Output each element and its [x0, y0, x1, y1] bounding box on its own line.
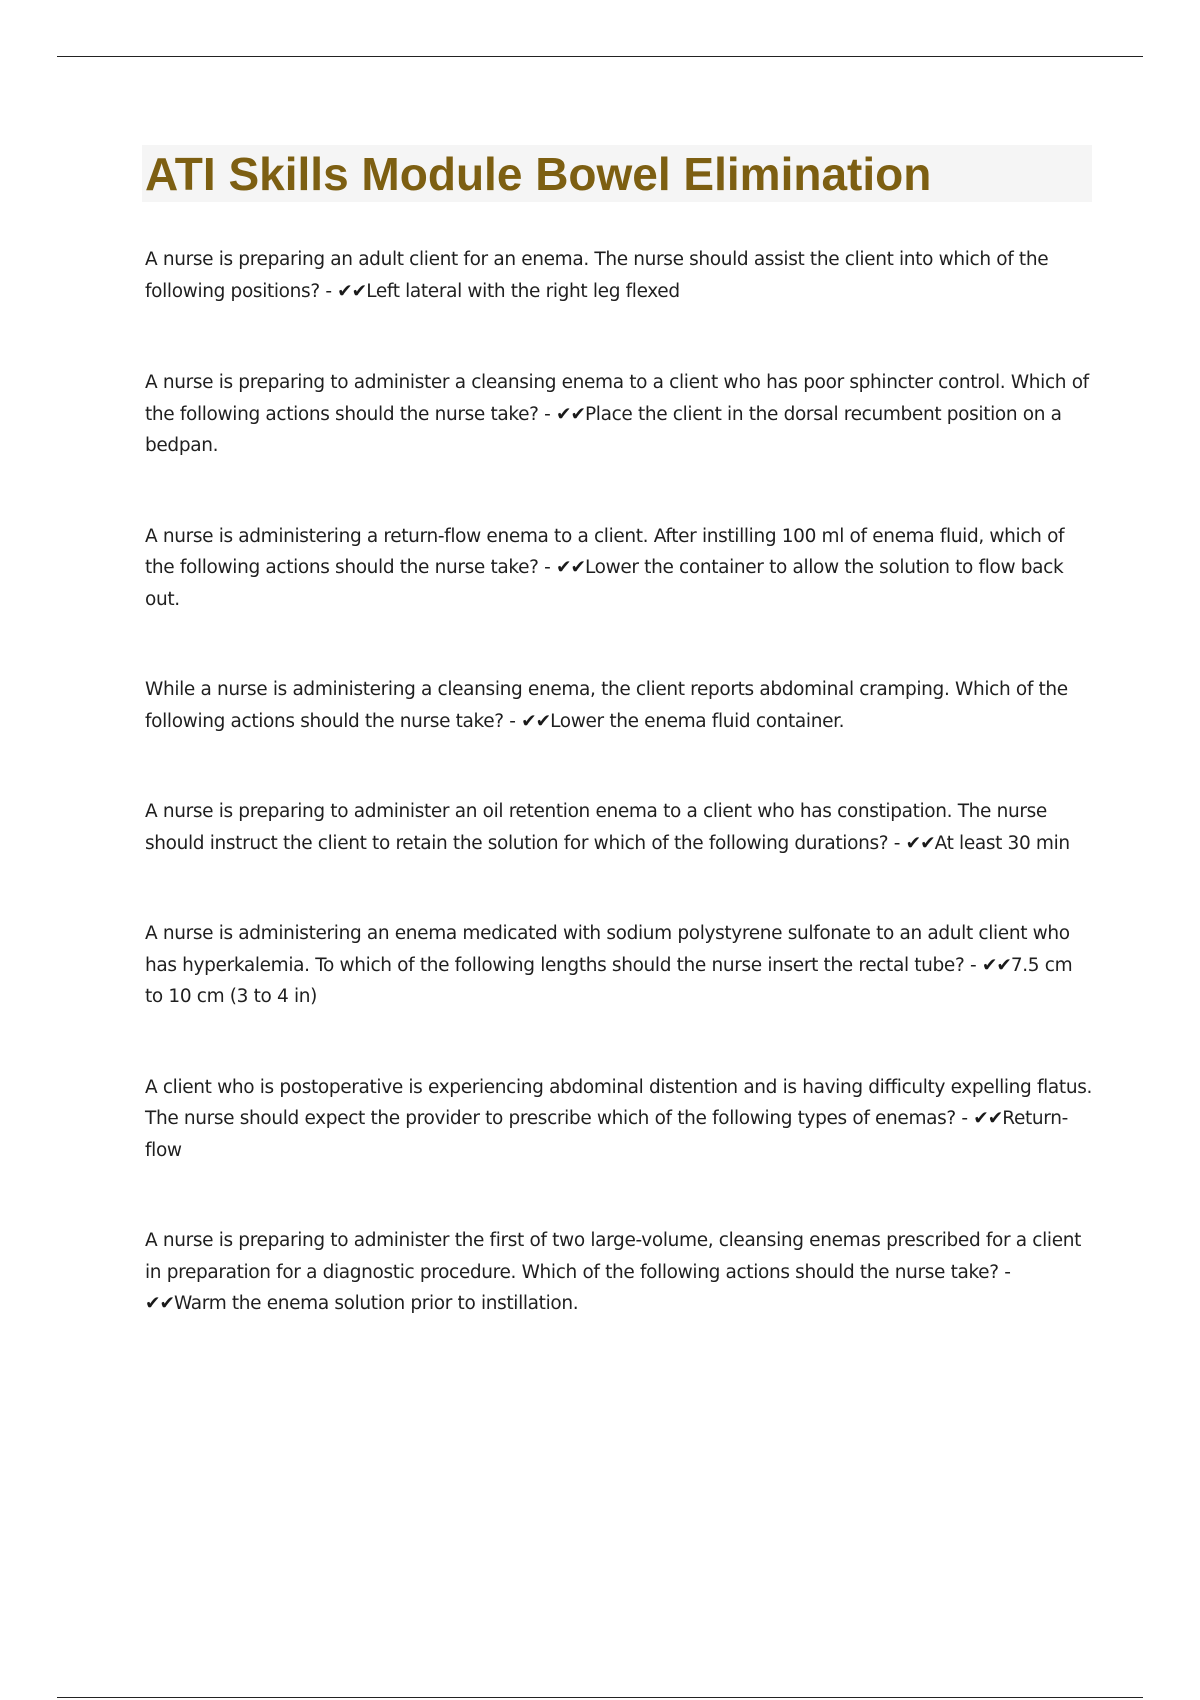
double-check-icon: ✔✔ — [337, 280, 367, 302]
question-text: A nurse is preparing an adult client for an enema. The nurse should assist the client into which of the following positions? - — [145, 249, 1049, 302]
question-text: A nurse is administering a return-flow enema to a client. After instilling 100 ml of enema fluid, which of the following actions should the nurse take? - — [145, 525, 1065, 578]
question-text: A nurse is preparing to administer a cleansing enema to a client who has poor sphincter control. Which of the following actions should the nurse take? - — [145, 372, 1089, 425]
answer-text: 7.5 cm to 10 cm (3 to 4 in) — [145, 954, 1073, 1007]
double-check-icon: ✔✔ — [905, 832, 935, 854]
answer-text: Return-flow — [145, 1108, 1068, 1161]
top-divider — [57, 56, 1143, 57]
qa-item-4 — [145, 674, 1095, 737]
document-title: ATI Skills Module Bowel Elimination — [145, 148, 932, 200]
question-text: A client who is postoperative is experiencing abdominal distention and is having difficulty expelling flatus. The nurse should expect the provider to prescribe which of the following types of enemas? - — [145, 1076, 1093, 1129]
answer-text: At least 30 min — [934, 832, 1070, 854]
double-check-icon: ✔✔ — [555, 403, 585, 425]
answer-text: Lower the container to allow the solution to flow back out. — [145, 557, 1064, 610]
qa-item-2 — [145, 367, 1095, 462]
answer-text: Left lateral with the right leg flexed — [366, 280, 680, 302]
qa-item-5 — [145, 796, 1095, 859]
double-check-icon: ✔✔ — [973, 1108, 1003, 1129]
bottom-divider — [57, 1697, 1143, 1698]
qa-item-1 — [145, 244, 1095, 307]
answer-text: Place the client in the dorsal recumbent position on a bedpan. — [145, 403, 1062, 456]
question-text: A nurse is preparing to administer an oil retention enema to a client who has constipation. The nurse should instruct the client to retain the solution for which of the following durations? - — [145, 801, 1047, 854]
double-check-icon: ✔✔ — [555, 557, 585, 578]
qa-item-7 — [145, 1072, 1095, 1167]
question-text: While a nurse is administering a cleansing enema, the client reports abdominal cramping. Which of the following actions should the nurse take? - — [145, 679, 1068, 732]
qa-item-6 — [145, 918, 1095, 1013]
double-check-icon: ✔✔ — [981, 954, 1011, 976]
question-list — [145, 244, 1095, 1320]
double-check-icon: ✔✔ — [145, 1293, 175, 1314]
double-check-icon: ✔✔ — [521, 710, 551, 732]
answer-text: Lower the enema fluid container. — [550, 710, 845, 732]
qa-item-3 — [145, 521, 1095, 616]
answer-text: Warm the enema solution prior to instillation. — [174, 1293, 579, 1314]
question-text: A nurse is administering an enema medicated with sodium polystyrene sulfonate to an adult client who has hyperkalemia. To which of the following lengths should the nurse insert the rectal tube? - — [145, 923, 1070, 976]
question-text: A nurse is preparing to administer the first of two large-volume, cleansing enemas prescribed for a client in preparation for a diagnostic procedure. Which of the following actions should the nurse take? - — [145, 1230, 1082, 1283]
qa-item-8 — [145, 1225, 1095, 1320]
